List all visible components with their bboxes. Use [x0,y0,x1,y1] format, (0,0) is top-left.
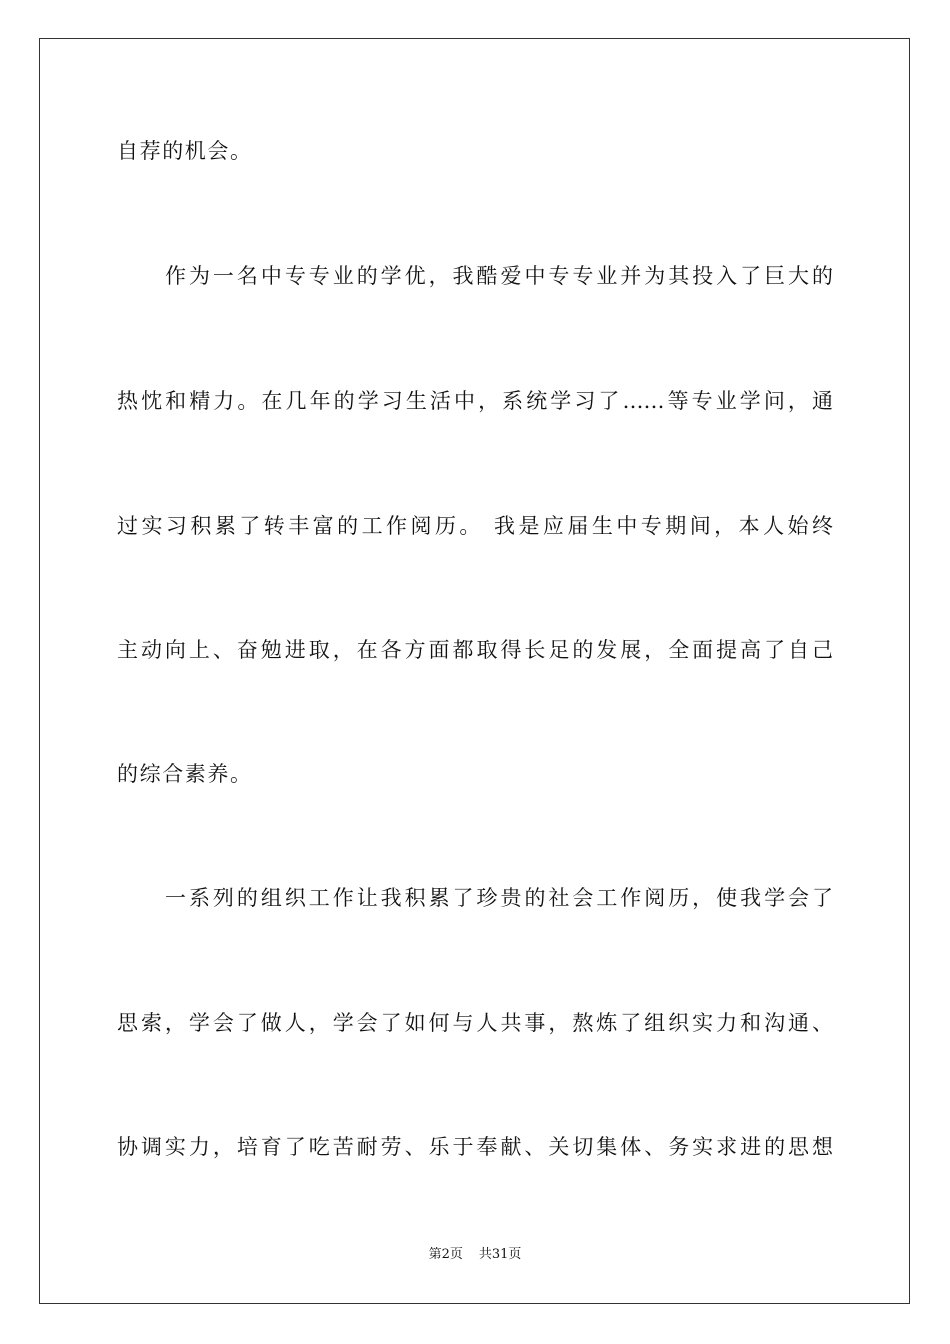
page-footer [0,1246,950,1264]
text-line: 思索，学会了做人，学会了如何与人共事，熬炼了组织实力和沟通、 [117,1011,833,1035]
text-line: 一系列的组织工作让我积累了珍贵的社会工作阅历，使我学会了 [165,886,833,910]
page-number: 第2页 [428,1247,463,1262]
text-line: 的综合素养。 [117,762,253,786]
text-line: 作为一名中专专业的学优，我酷爱中专专业并为其投入了巨大的 [165,264,833,288]
text-line: 热忱和精力。在几年的学习生活中，系统学习了……等专业学问，通 [117,389,833,413]
page-border [39,38,910,1304]
text-line: 过实习积累了转丰富的工作阅历。 我是应届生中专期间，本人始终 [117,514,833,538]
text-line: 自荐的机会。 [117,139,253,163]
text-line: 主动向上、奋勉进取，在各方面都取得长足的发展，全面提高了自己 [117,638,833,662]
text-line: 协调实力，培育了吃苦耐劳、乐于奉献、关切集体、务实求进的思想 [117,1135,833,1159]
page-total: 共31页 [478,1247,522,1262]
